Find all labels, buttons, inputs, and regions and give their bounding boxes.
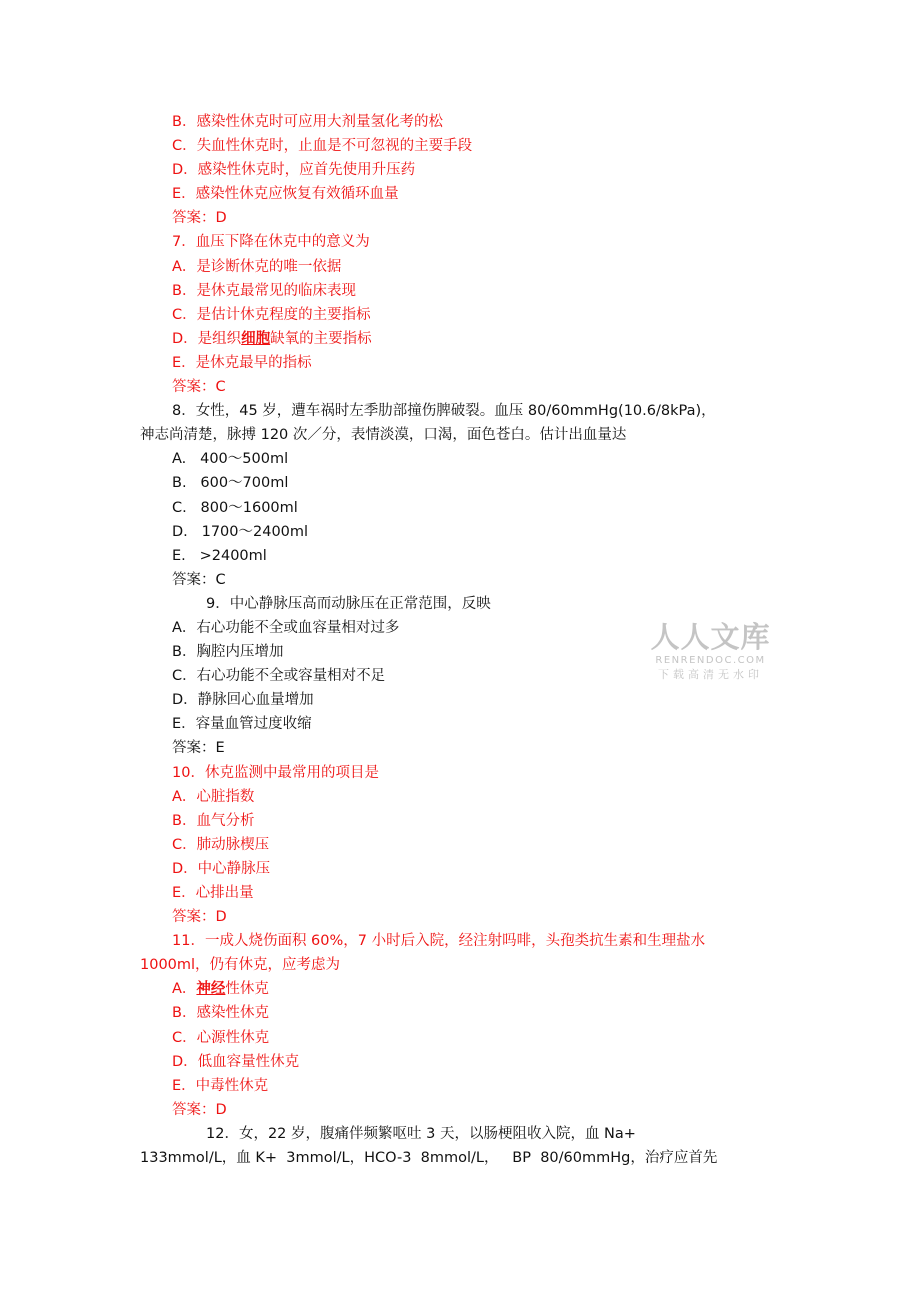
q6-answer: 答案：D xyxy=(172,210,227,227)
watermark-site: RENRENDOC.COM xyxy=(655,655,766,666)
q6-option-b: B．感染性休克时可应用大剂量氢化考的松 xyxy=(172,114,443,130)
q7-option-d-prefix: D．是组织 xyxy=(172,330,242,347)
q7-option-b: B．是休克最常见的临床表现 xyxy=(172,282,356,299)
q11-option-e: E．中毒性休克 xyxy=(172,1077,269,1094)
document-page xyxy=(0,110,920,1170)
q6-option-e: E．感染性休克应恢复有效循环血量 xyxy=(172,186,399,203)
keyword-link-nerve[interactable]: 神经 xyxy=(196,981,226,998)
watermark-title: 人人文库 xyxy=(650,620,771,654)
q11-answer: 答案：D xyxy=(172,1101,227,1118)
q10-option-c: C．肺动脉楔压 xyxy=(172,836,270,853)
q9-option-d: D．静脉回心血量增加 xyxy=(172,692,314,709)
q6-option-c: C．失血性休克时，止血是不可忽视的主要手段 xyxy=(172,138,473,155)
q11-option-c: C．心源性休克 xyxy=(172,1029,270,1046)
q8-option-e: E. >2400ml xyxy=(172,547,267,564)
q10-stem: 10．休克监测中最常用的项目是 xyxy=(172,764,379,781)
q9-option-c: C．右心功能不全或容量相对不足 xyxy=(172,668,386,685)
q8-stem-line1: 8．女性，45 岁，遭车祸时左季肋部撞伤脾破裂。血压 80/60mmHg(10.6/8kPa)， xyxy=(172,403,716,420)
q10-option-a: A．心脏指数 xyxy=(172,788,255,805)
q7-option-d xyxy=(0,327,920,351)
q10-option-e: E．心排出量 xyxy=(172,885,254,901)
q7-stem: 7．血压下降在休克中的意义为 xyxy=(172,234,370,251)
watermark xyxy=(648,620,773,683)
q8-answer: 答案：C xyxy=(172,571,226,588)
q7-answer: 答案：C xyxy=(172,379,226,396)
q12-stem-line1: 12．女，22 岁，腹痛伴频繁呕吐 3 天，以肠梗阻收入院，血 Na+ xyxy=(206,1125,636,1142)
q8-option-a: A. 400～500ml xyxy=(172,451,289,468)
q9-option-a: A．右心功能不全或血容量相对过多 xyxy=(172,619,400,636)
q7-option-d-suffix: 缺氧的主要指标 xyxy=(270,330,372,347)
watermark-tagline: 下载高清无水印 xyxy=(658,668,763,681)
q9-option-e: E．容量血管过度收缩 xyxy=(172,716,312,733)
q9-option-b: B．胸腔内压增加 xyxy=(172,644,284,661)
q8-option-d: D. 1700～2400ml xyxy=(172,523,309,540)
q11-option-d: D．低血容量性休克 xyxy=(172,1053,300,1070)
q11-option-a xyxy=(0,977,920,1001)
q11-option-a-prefix: A． xyxy=(172,981,197,998)
q10-option-b: B．血气分析 xyxy=(172,812,255,829)
q8-stem-line2: 神志尚清楚，脉搏 120 次／分，表情淡漠，口渴，面色苍白。估计出血量达 xyxy=(140,427,627,444)
q12-stem-line2: 133mmol/L，血 K+ 3mmol/L，HCO-3 8mmol/L， BP 80/60mmHg，治疗应首先 xyxy=(140,1150,718,1167)
keyword-link-cell[interactable]: 细胞 xyxy=(241,330,271,347)
q11-stem-line1: 11．一成人烧伤面积 60%，7 小时后入院，经注射吗啡，头孢类抗生素和生理盐水 xyxy=(172,933,706,950)
q8-option-c: C. 800～1600ml xyxy=(172,499,298,516)
q10-option-d: D．中心静脉压 xyxy=(172,860,271,877)
q9-answer: 答案：E xyxy=(172,740,225,757)
q8-option-b: B. 600～700ml xyxy=(172,475,289,492)
q11-stem-line2: 1000ml，仍有休克，应考虑为 xyxy=(140,957,341,974)
q7-option-e: E．是休克最早的指标 xyxy=(172,354,312,371)
q11-option-b: B．感染性休克 xyxy=(172,1005,269,1022)
q7-option-a: A．是诊断休克的唯一依据 xyxy=(172,258,342,275)
q6-option-d: D．感染性休克时，应首先使用升压药 xyxy=(172,162,416,179)
q7-option-c: C．是估计休克程度的主要指标 xyxy=(172,306,371,323)
q11-option-a-suffix: 性休克 xyxy=(225,981,269,998)
q9-stem: 9．中心静脉压高而动脉压在正常范围，反映 xyxy=(206,595,491,612)
q10-answer: 答案：D xyxy=(172,909,227,926)
